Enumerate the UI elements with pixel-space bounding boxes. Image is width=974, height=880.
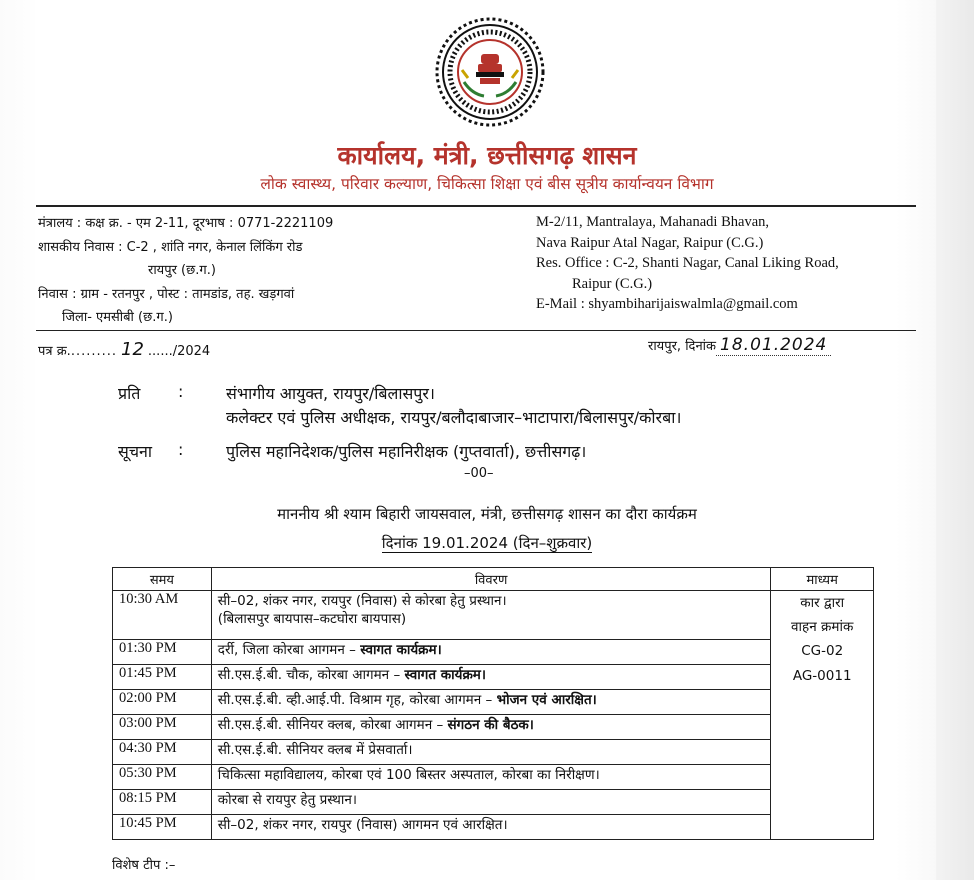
letter-date-prefix: रायपुर, दिनांक xyxy=(648,339,717,354)
mode-cell: CG-02 xyxy=(771,639,874,664)
row-time: 10:45 PM xyxy=(113,814,212,839)
section-separator: –00– xyxy=(464,466,494,481)
programme-title: माननीय श्री श्याम बिहारी जायसवाल, मंत्री, छत्तीसगढ़ शासन का दौरा कार्यक्रम xyxy=(277,505,697,523)
row-time: 08:15 PM xyxy=(113,789,212,814)
mode-cell xyxy=(771,591,874,640)
table-row xyxy=(113,591,874,640)
native-line: निवास : ग्राम - रतनपुर , पोस्ट : तामडांड, तह. खड़गवां xyxy=(38,286,295,302)
row-time: 01:30 PM xyxy=(113,639,212,664)
mode-cell xyxy=(771,714,874,739)
mode-cell xyxy=(771,764,874,789)
mode-cell xyxy=(771,739,874,764)
hindi-address-block xyxy=(38,212,333,330)
english-address-line1: M-2/11, Mantralaya, Mahanadi Bhavan, xyxy=(536,214,770,230)
table-row xyxy=(113,764,874,789)
recipient-line: कलेक्टर एवं पुलिस अधीक्षक, रायपुर/बलौदाबाजार–भाटापारा/बिलासपुर/कोरबा। xyxy=(226,408,682,427)
row-description: चिकित्सा महाविद्यालय, कोरबा एवं 100 बिस्तर अस्पताल, कोरबा का निरीक्षण। xyxy=(211,764,771,789)
row-time: 10:30 AM xyxy=(113,591,212,640)
department-line: लोक स्वास्थ्य, परिवार कल्याण, चिकित्सा शिक्षा एवं बीस सूत्रीय कार्यान्वयन विभाग xyxy=(260,175,714,193)
page-edge-shadow xyxy=(936,0,974,880)
native-district: जिला- एमसीबी (छ.ग.) xyxy=(62,310,173,325)
special-note-label: विशेष टीप :– xyxy=(112,858,176,873)
table-row xyxy=(113,739,874,764)
ministry-line: मंत्रालय : कक्ष क्र. - एम 2-11, दूरभाष : 0771-2221109 xyxy=(38,216,334,231)
info-recipient-line: पुलिस महानिदेशक/पुलिस महानिरीक्षक (गुप्तवार्ता), छत्तीसगढ़। xyxy=(226,442,587,461)
letter-number-suffix: /2024 xyxy=(172,344,211,359)
row-description: सी.एस.ई.बी. सीनियर क्लब, कोरबा आगमन – संगठन की बैठक। xyxy=(211,714,771,739)
recipient-line: संभागीय आयुक्त, रायपुर/बिलासपुर। xyxy=(226,384,436,403)
residence-city: रायपुर (छ.ग.) xyxy=(148,263,216,278)
residence-line: शासकीय निवास : C-2 , शांति नगर, केनाल लिंकिंग रोड xyxy=(38,239,303,255)
english-address-block xyxy=(536,212,839,315)
to-label: प्रति xyxy=(118,384,141,403)
letter-number-prefix: पत्र क्र. xyxy=(38,344,71,359)
row-description: सी.एस.ई.बी. सीनियर क्लब में प्रेसवार्ता। xyxy=(211,739,771,764)
row-time: 02:00 PM xyxy=(113,689,212,714)
english-address-line4: Raipur (C.G.) xyxy=(572,275,653,292)
row-description: सी–02, शंकर नगर, रायपुर (निवास) से कोरबा हेतु प्रस्थान। (बिलासपुर बायपास–कटघोरा बायपास) xyxy=(211,591,771,640)
letter-date xyxy=(648,335,831,355)
row-description: दर्री, जिला कोरबा आगमन – स्वागत कार्यक्रम। xyxy=(211,639,771,664)
letter-number-value: 12 xyxy=(121,339,144,360)
programme-date: दिनांक 19.01.2024 (दिन–शुक्रवार) xyxy=(381,534,593,552)
info-label: सूचना xyxy=(118,442,153,461)
row-time: 01:45 PM xyxy=(113,664,212,689)
office-title: कार्यालय, मंत्री, छत्तीसगढ़ शासन xyxy=(337,141,637,170)
mode-cell xyxy=(771,789,874,814)
row-time: 04:30 PM xyxy=(113,739,212,764)
table-row xyxy=(113,789,874,814)
chhattisgarh-emblem-icon xyxy=(434,16,546,128)
mode-cell: AG-0011 xyxy=(771,664,874,689)
table-row xyxy=(113,664,874,689)
address-divider xyxy=(36,330,916,331)
header-divider xyxy=(36,205,916,207)
row-description: सी–02, शंकर नगर, रायपुर (निवास) आगमन एवं आरक्षित। xyxy=(211,814,771,839)
table-row xyxy=(113,814,874,839)
header-description: विवरण xyxy=(211,568,771,591)
row-time: 05:30 PM xyxy=(113,764,212,789)
email-line: E-Mail : shyambiharijaiswalmla@gmail.com xyxy=(536,296,798,312)
recipients-block: प्रति : संभागीय आयुक्त, रायपुर/बिलासपुर। कलेक्टर एवं पुलिस अधीक्षक, रायपुर/बलौदाबाजार–भाटापारा/बिलासपुर/कोरबा। सूचना : पुलिस महानिदेशक/पुलिस महानिरीक्षक (गुप्तवार्ता), छत्तीसगढ़। xyxy=(118,382,681,468)
english-address-line2: Nava Raipur Atal Nagar, Raipur (C.G.) xyxy=(536,234,764,251)
table-header-row xyxy=(113,568,874,591)
letter-number: पत्र क्र.......... 12 ....../2024 xyxy=(38,339,211,360)
table-row xyxy=(113,714,874,739)
mode-line: वाहन क्रमांक xyxy=(791,619,854,635)
row-description: कोरबा से रायपुर हेतु प्रस्थान। xyxy=(211,789,771,814)
mode-line: कार द्वारा xyxy=(800,595,845,611)
letter-date-value: 18.01.2024 xyxy=(716,335,831,356)
row-description: सी.एस.ई.बी. व्ही.आई.पी. विश्राम गृह, कोरबा आगमन – भोजन एवं आरक्षित। xyxy=(211,689,771,714)
table-row xyxy=(113,689,874,714)
table-row xyxy=(113,639,874,664)
mode-cell xyxy=(771,689,874,714)
row-time: 03:00 PM xyxy=(113,714,212,739)
schedule-table xyxy=(112,567,874,840)
mode-cell xyxy=(771,814,874,839)
english-address-line3: Res. Office : C-2, Shanti Nagar, Canal Liking Road, xyxy=(536,255,839,271)
header-mode: माध्यम xyxy=(771,568,874,591)
row-description: सी.एस.ई.बी. चौक, कोरबा आगमन – स्वागत कार्यक्रम। xyxy=(211,664,771,689)
header-time: समय xyxy=(113,568,212,591)
